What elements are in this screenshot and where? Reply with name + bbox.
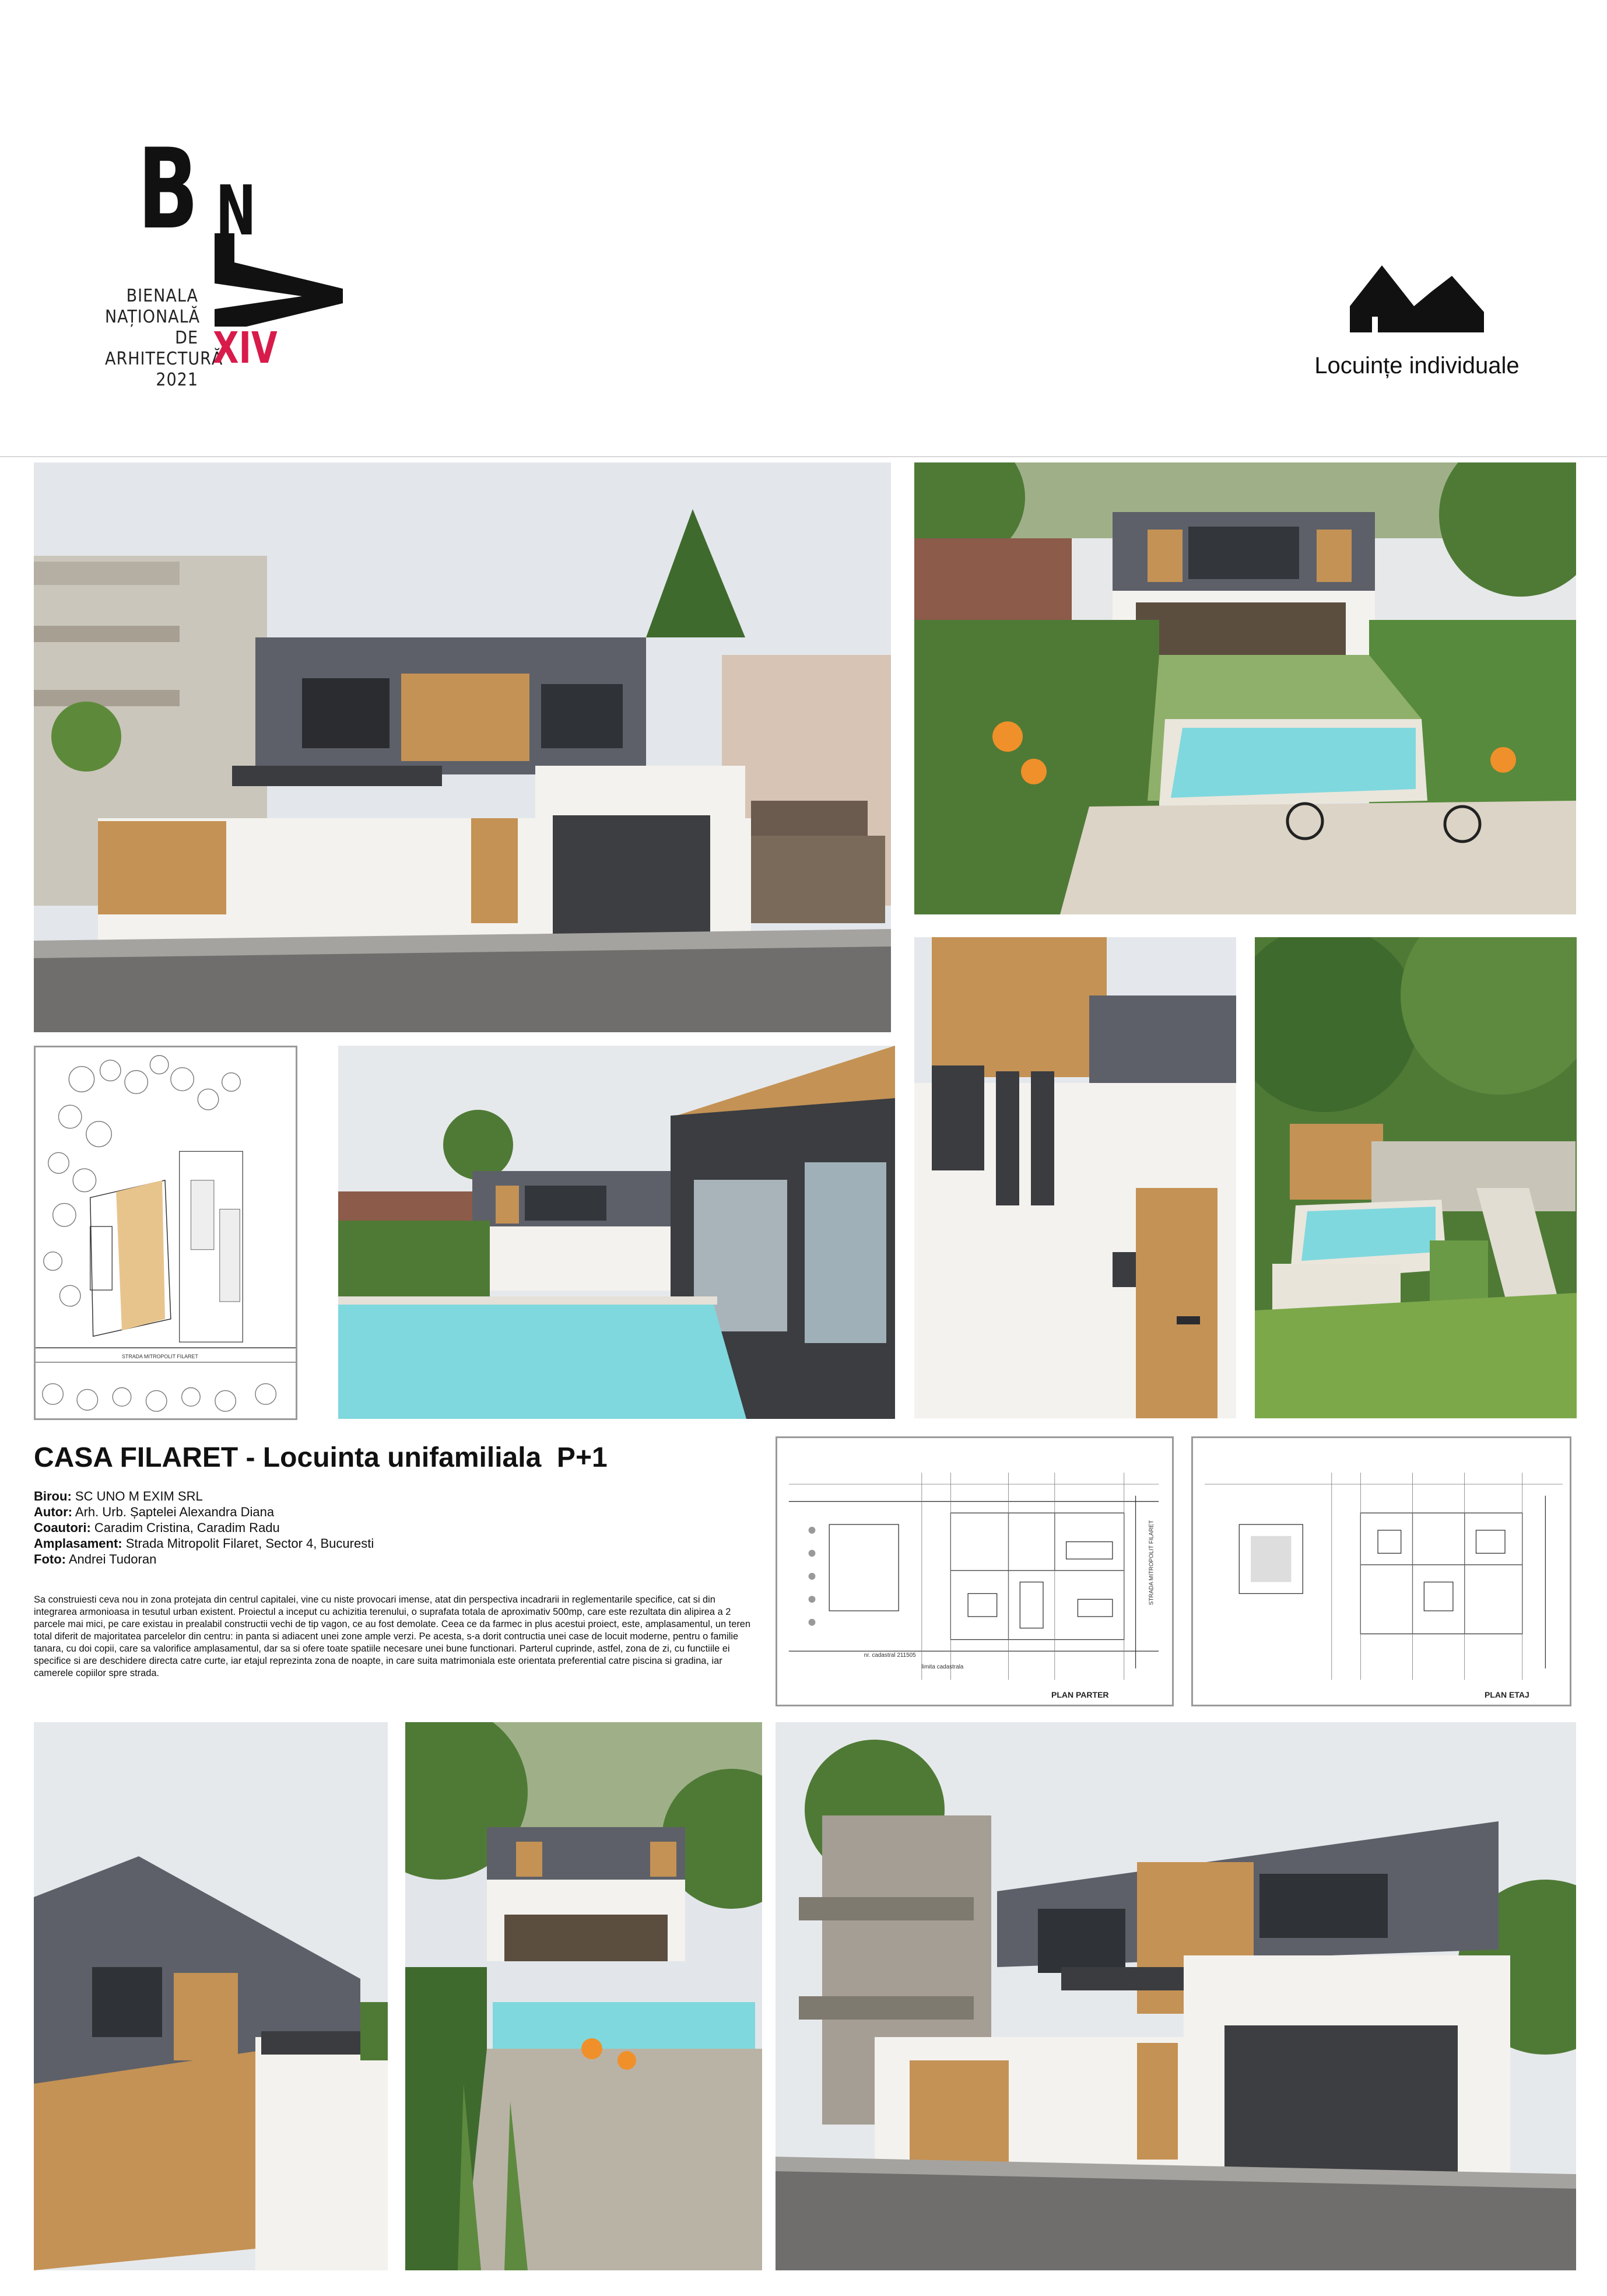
credit-value: Arh. Urb. Șaptelei Alexandra Diana (75, 1505, 275, 1519)
category-badge (1300, 265, 1534, 394)
logo-line: NAȚIONALĂ (105, 307, 201, 327)
bna-logo (105, 125, 350, 408)
credit-row-birou (34, 1488, 757, 1504)
logo-line: ARHITECTURĂ (105, 349, 223, 369)
credit-label: Birou: (34, 1489, 72, 1503)
site-plan-street-label: STRADA MITROPOLIT FILARET (122, 1353, 198, 1359)
header-divider (0, 456, 1607, 457)
logo-line: BIENALA (126, 286, 198, 306)
logo-line: 2021 (156, 370, 198, 390)
credit-row-amplasament (34, 1536, 757, 1551)
project-title: CASA FILARET - Locuinta unifamiliala P+1 (34, 1442, 608, 1473)
credit-label: Foto: (34, 1552, 66, 1566)
project-credits (34, 1488, 757, 1567)
plan-parter-drawing (776, 1436, 1174, 1706)
plan-parter-boundary-label: limita cadastrala (921, 1663, 964, 1670)
logo-edition: XIV (213, 323, 278, 373)
credit-label: Amplasament: (34, 1536, 122, 1551)
logo-letter-n: N (216, 170, 257, 251)
photo-corner-perspective (34, 1722, 388, 2270)
site-plan-drawing (34, 1046, 297, 1420)
plan-etaj-caption: PLAN ETAJ (1485, 1690, 1529, 1699)
credit-label: Autor: (34, 1505, 72, 1519)
photo-street-facade (34, 462, 891, 1032)
logo-letter-a-shape (215, 233, 343, 327)
logo-text (105, 286, 223, 391)
photo-garden-pool (1255, 937, 1577, 1418)
credit-row-coautori (34, 1520, 757, 1536)
photo-street-perspective (776, 1722, 1576, 2270)
plan-parter-street-label: STRADA MITROPOLIT FILARET (1148, 1520, 1155, 1606)
credit-value: Andrei Tudoran (68, 1552, 157, 1566)
credit-row-autor (34, 1504, 757, 1520)
credit-value: SC UNO M EXIM SRL (75, 1489, 203, 1503)
credit-label: Coautori: (34, 1520, 91, 1535)
credit-value: Strada Mitropolit Filaret, Sector 4, Bucuresti (125, 1536, 374, 1551)
credit-value: Caradim Cristina, Caradim Radu (94, 1520, 280, 1535)
plan-etaj-drawing (1191, 1436, 1571, 1706)
category-label: Locuințe individuale (1314, 353, 1520, 378)
plan-parter-cadastral-label: nr. cadastral 211505 (864, 1652, 916, 1659)
logo-letter-b: B (138, 125, 199, 254)
photo-aerial-pool (914, 462, 1576, 914)
plan-parter-caption: PLAN PARTER (1051, 1690, 1109, 1699)
house-mountains-icon (1350, 265, 1484, 332)
photo-pool-glazing (338, 1046, 895, 1419)
credit-row-foto (34, 1551, 757, 1567)
photo-garden-vertical (405, 1722, 762, 2270)
photo-gate-detail (914, 937, 1236, 1418)
logo-line: DE (175, 328, 198, 348)
project-description: Sa construiesti ceva nou in zona protejata din centrul capitalei, vine cu niste provocari imense, atat din perspectiva incadrarii in reglementarile specifice, cat si din integrarea armonioasa in tesutul urban existent. Proiectul a inceput cu achizitia terenului, o suprafata totala de aproximativ 500mp, care este rezultata din alipirea a 2 parcele mai mici, pe care existau in prealabil constructii vechi de tip vagon, ce au fost demolate. Ceea ce da farmec in plus acestui proiect, este, amplasamentul, un teren total diferit de majoritatea parcelelor din centru: in panta si adiacent unei zone ample verzi. Pe acesta, s-a dorit contructia unei case de locuit moderne, pentru o familie tanara, cu doi copii, care sa valorifice amplasamentul, dar sa si ofere toate spatiile necesare unei bune functionari. Parterul cuprinde, astfel, zona de zi, cu functiile ei specifice si are deschidere directa catre curte, iar etajul reprezinta zona de noapte, in care suita matrimoniala este orientata preferential catre piscina si gradina, iar camerele copiilor spre strada. (34, 1594, 751, 1678)
